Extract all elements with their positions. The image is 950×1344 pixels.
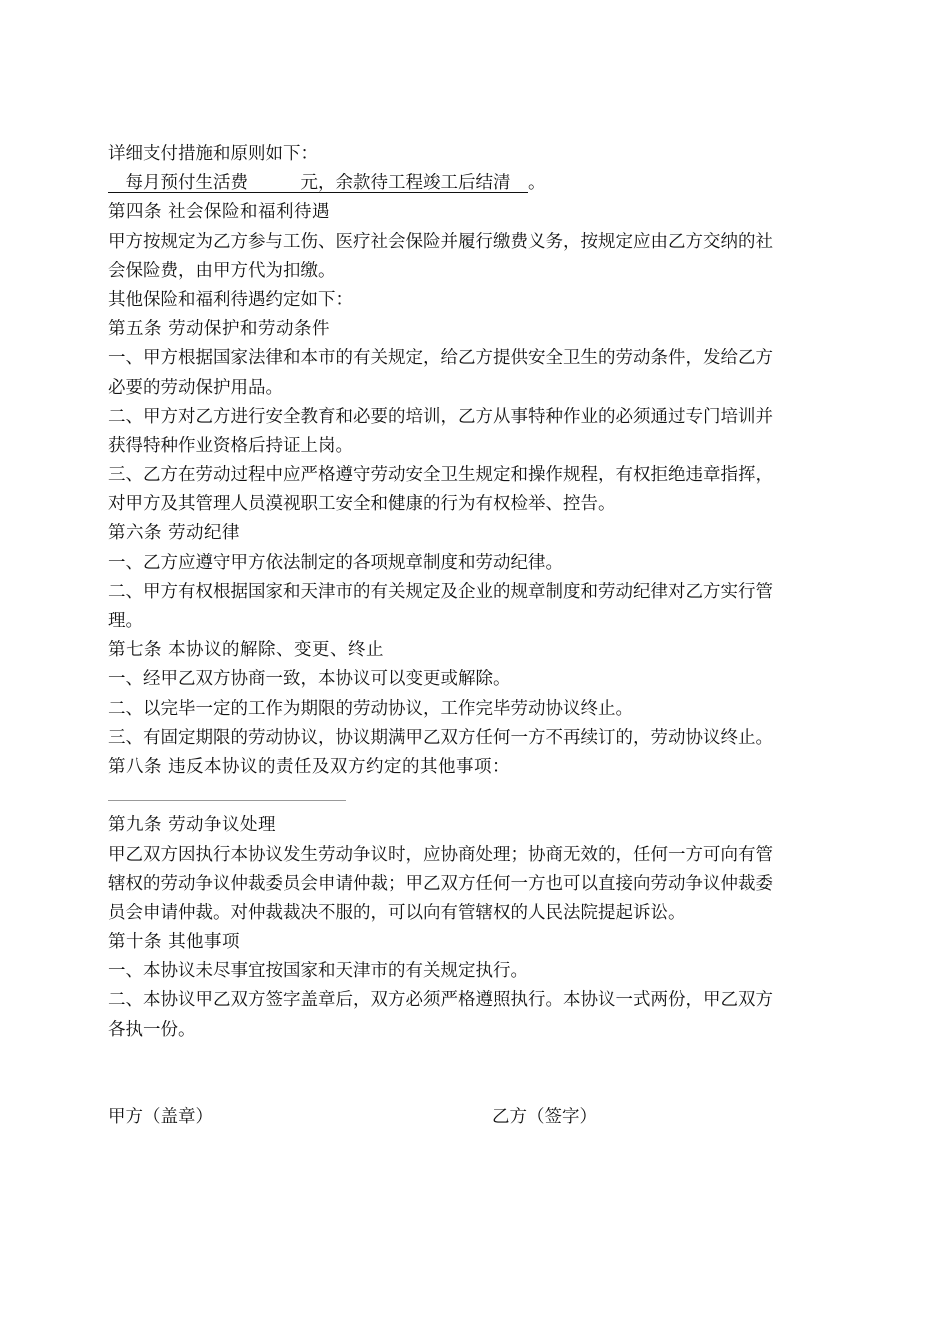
- article-9-paragraph-line-2: 辖权的劳动争议仲裁委员会申请仲裁；甲乙双方任何一方也可以直接向劳动争议仲裁委: [108, 873, 773, 894]
- article-7-item-3: 三、有固定期限的劳动协议，协议期满甲乙双方任何一方不再续订的，劳动协议终止。: [108, 727, 773, 748]
- article-8-title: 第八条 违反本协议的责任及双方约定的其他事项：: [108, 756, 511, 777]
- article-5-item-1-line-1: 一、甲方根据国家法律和本市的有关规定，给乙方提供安全卫生的劳动条件，发给乙方: [108, 348, 773, 369]
- document-page: [108, 140, 840, 1132]
- article-9-paragraph-line-3: 员会申请仲裁。对仲裁裁决不服的，可以向有管辖权的人民法院提起诉讼。: [108, 902, 686, 923]
- article-6-title: 第六条 劳动纪律: [108, 523, 241, 544]
- article-10-item-2-line-2: 各执一份。: [108, 1019, 196, 1040]
- article-6-item-2-line-2: 理。: [108, 611, 143, 631]
- article-6-item-2-line-1: 二、甲方有权根据国家和天津市的有关规定及企业的规章制度和劳动纪律对乙方实行管: [108, 581, 773, 602]
- fill-in-rule: [108, 800, 346, 801]
- article-7-item-2: 二、以完毕一定的工作为期限的劳动协议，工作完毕劳动协议终止。: [108, 698, 633, 719]
- article-4-paragraph-line-2: 会保险费，由甲方代为扣缴。: [108, 260, 336, 281]
- spacer: [108, 1045, 840, 1074]
- payment-detail-part2: 元，余款待工程竣工后结清: [300, 173, 511, 194]
- article-7-title: 第七条 本协议的解除、变更、终止: [108, 640, 385, 661]
- article-5-item-2-line-2: 获得特种作业资格后持证上岗。: [108, 435, 353, 456]
- article-5-item-3-line-1: 三、乙方在劳动过程中应严格遵守劳动安全卫生规定和操作规程，有权拒绝违章指挥，: [108, 465, 773, 486]
- spacer: [108, 1074, 840, 1103]
- payment-detail: [108, 169, 840, 198]
- payment-intro: 详细支付措施和原则如下：: [108, 144, 318, 164]
- article-10-item-2-line-1: 二、本协议甲乙双方签字盖章后，双方必须严格遵照执行。本协议一式两份，甲乙双方: [108, 990, 773, 1011]
- article-9-paragraph-line-1: 甲乙双方因执行本协议发生劳动争议时，应协商处理；协商无效的，任何一方可向有管: [108, 844, 773, 865]
- article-4-paragraph-line-1: 甲方按规定为乙方参与工伤、医疗社会保险并履行缴费义务，按规定应由乙方交纳的社: [108, 231, 773, 252]
- article-5-title: 第五条 劳动保护和劳动条件: [108, 319, 331, 340]
- article-5-item-1-line-2: 必要的劳动保护用品。: [108, 377, 283, 398]
- signature-row: [108, 1103, 840, 1132]
- article-10-item-1: 一、本协议未尽事宜按国家和天津市的有关规定执行。: [108, 961, 528, 982]
- payment-detail-part1: 每月预付生活费: [108, 173, 248, 194]
- article-8-fill-in-blank: [108, 782, 840, 811]
- party-b-signature-label: 乙方（签字）: [492, 1106, 597, 1127]
- payment-detail-trail: [511, 173, 529, 193]
- article-4-other-benefits: 其他保险和福利待遇约定如下：: [108, 289, 353, 310]
- party-a-seal-label: 甲方（盖章）: [108, 1106, 213, 1127]
- payment-detail-end: 。: [528, 173, 546, 194]
- payment-amount-blank: [248, 173, 301, 193]
- article-4-title: 第四条 社会保险和福利待遇: [108, 202, 331, 223]
- article-10-title: 第十条 其他事项: [108, 932, 241, 953]
- article-5-item-2-line-1: 二、甲方对乙方进行安全教育和必要的培训，乙方从事特种作业的必须通过专门培训并: [108, 406, 773, 427]
- article-6-item-1: 一、乙方应遵守甲方依法制定的各项规章制度和劳动纪律。: [108, 552, 563, 573]
- article-7-item-1: 一、经甲乙双方协商一致，本协议可以变更或解除。: [108, 669, 511, 690]
- article-5-item-3-line-2: 对甲方及其管理人员漠视职工安全和健康的行为有权检举、控告。: [108, 494, 616, 515]
- article-9-title: 第九条 劳动争议处理: [108, 815, 277, 836]
